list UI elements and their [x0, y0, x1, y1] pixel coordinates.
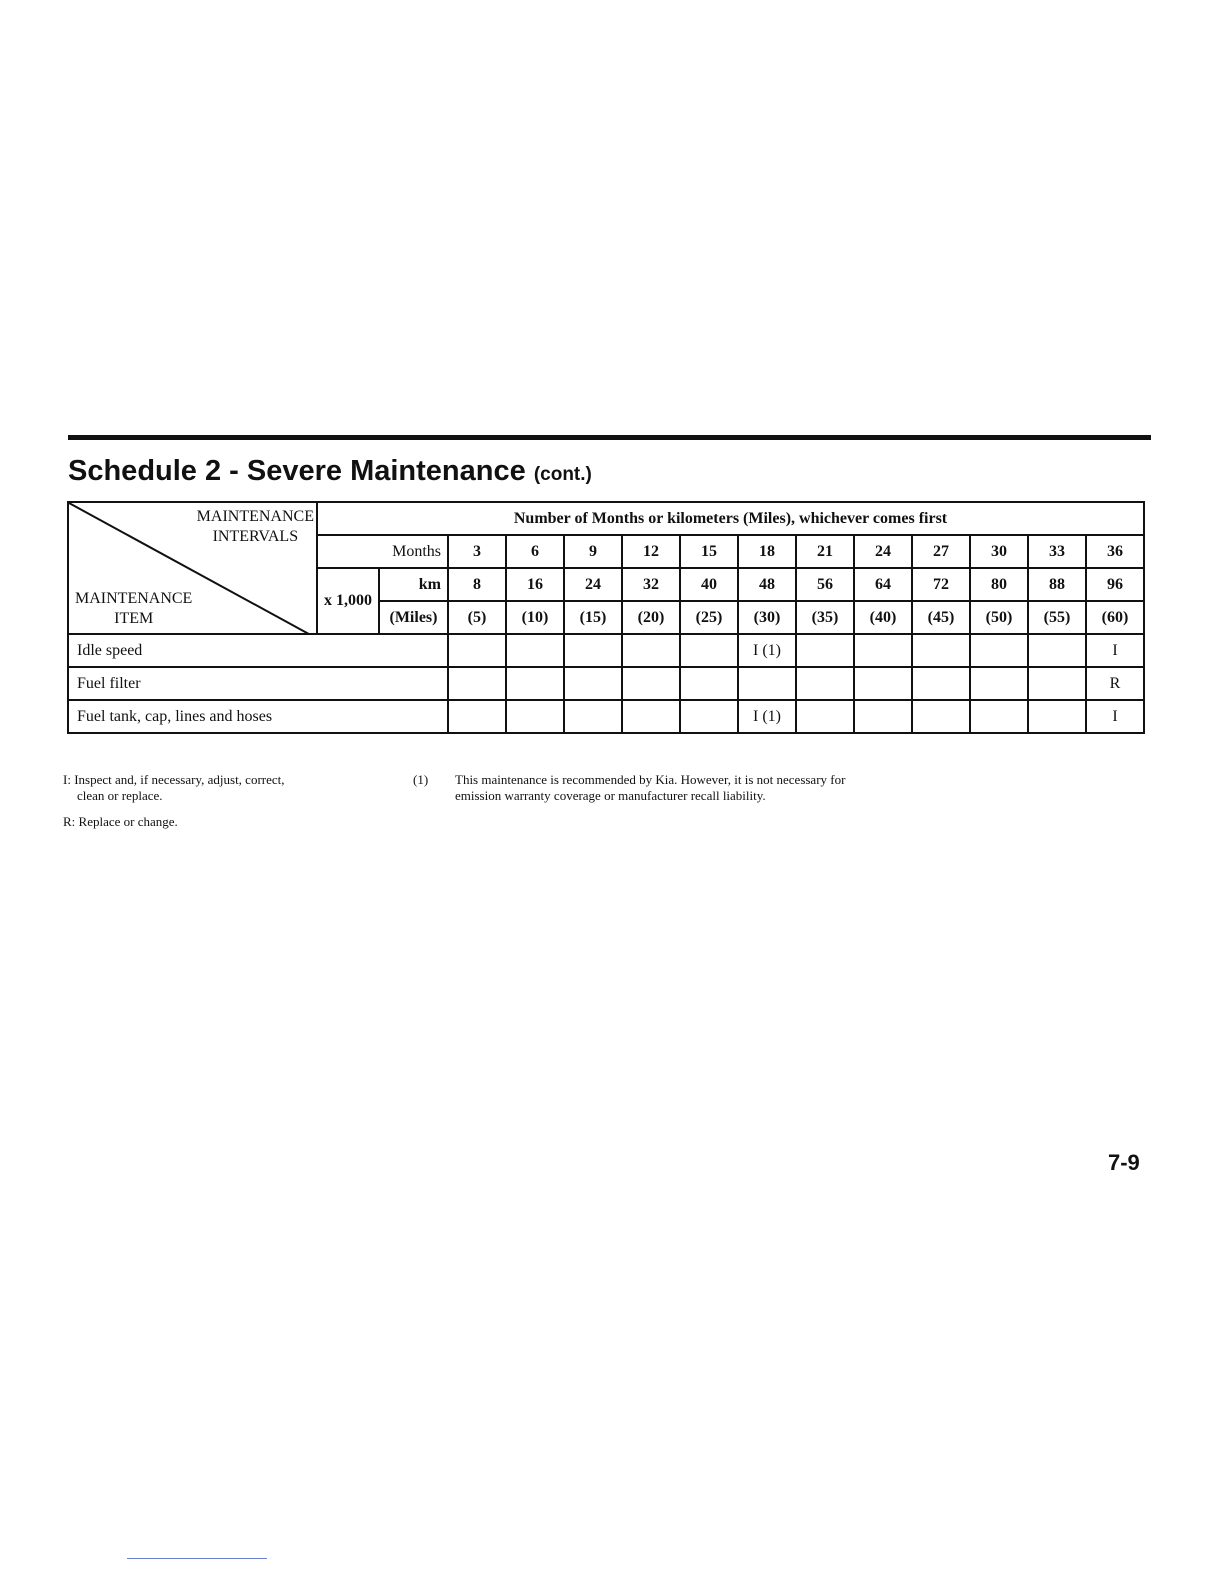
schedule-cell — [680, 700, 738, 733]
km-cell: 48 — [738, 568, 796, 601]
schedule-cell — [622, 634, 680, 667]
km-cell: 8 — [448, 568, 506, 601]
page-number: 7-9 — [1108, 1150, 1140, 1175]
miles-label: (Miles) — [379, 601, 448, 634]
schedule-cell — [564, 700, 622, 733]
intervals-label-line2: INTERVALS — [212, 528, 299, 545]
schedule-cell — [506, 700, 564, 733]
schedule-cell — [912, 700, 970, 733]
km-cell: 40 — [680, 568, 738, 601]
title-suffix: (cont.) — [533, 464, 592, 485]
schedule-cell — [854, 700, 912, 733]
span-header: Number of Months or kilometers (Miles), whichever comes first — [317, 502, 1144, 535]
schedule-cell: R — [1086, 667, 1144, 700]
maintenance-item: Fuel tank, cap, lines and hoses — [68, 700, 448, 733]
legend-inspect-cont: clean or replace. — [77, 788, 163, 803]
miles-cell: (60) — [1086, 601, 1144, 634]
schedule-cell — [912, 667, 970, 700]
legend-replace: R: Replace or change. — [63, 814, 178, 829]
top-rule — [68, 435, 1151, 440]
table-row — [68, 667, 1144, 700]
schedule-cell: I — [1086, 634, 1144, 667]
schedule-cell: I — [1086, 700, 1144, 733]
multiplier-label: x 1,000 — [317, 568, 379, 634]
km-cell: 64 — [854, 568, 912, 601]
schedule-cell — [564, 667, 622, 700]
header-row-span — [68, 502, 1144, 535]
schedule-cell — [1028, 634, 1086, 667]
schedule-cell — [1028, 667, 1086, 700]
km-cell: 56 — [796, 568, 854, 601]
footnote-line1: This maintenance is recommended by Kia. However, it is not necessary for — [455, 772, 846, 787]
km-cell: 24 — [564, 568, 622, 601]
schedule-cell: I (1) — [738, 634, 796, 667]
schedule-cell — [970, 667, 1028, 700]
footnote-line2: emission warranty coverage or manufacturer recall liability. — [455, 788, 766, 803]
months-cell: 15 — [680, 535, 738, 568]
schedule-cell — [1028, 700, 1086, 733]
schedule-cell — [448, 634, 506, 667]
schedule-cell — [854, 634, 912, 667]
table-row — [68, 700, 1144, 733]
schedule-cell — [448, 700, 506, 733]
months-cell: 24 — [854, 535, 912, 568]
maintenance-item: Fuel filter — [68, 667, 448, 700]
maintenance-item: Idle speed — [68, 634, 448, 667]
months-cell: 33 — [1028, 535, 1086, 568]
schedule-cell — [680, 634, 738, 667]
footnote — [413, 772, 1013, 804]
footer-line — [127, 1558, 267, 1559]
schedule-cell — [796, 700, 854, 733]
km-cell: 88 — [1028, 568, 1086, 601]
item-label-line2: ITEM — [114, 610, 154, 627]
miles-cell: (25) — [680, 601, 738, 634]
schedule-cell — [506, 634, 564, 667]
km-cell: 72 — [912, 568, 970, 601]
miles-cell: (30) — [738, 601, 796, 634]
schedule-cell — [622, 667, 680, 700]
footnote-number: (1) — [413, 772, 429, 787]
schedule-cell — [854, 667, 912, 700]
months-cell: 36 — [1086, 535, 1144, 568]
km-cell: 32 — [622, 568, 680, 601]
miles-cell: (35) — [796, 601, 854, 634]
months-cell: 6 — [506, 535, 564, 568]
miles-cell: (55) — [1028, 601, 1086, 634]
schedule-cell — [796, 667, 854, 700]
km-label: km — [379, 568, 448, 601]
schedule-cell — [448, 667, 506, 700]
schedule-cell — [506, 667, 564, 700]
months-cell: 12 — [622, 535, 680, 568]
corner-header-cell — [68, 502, 317, 634]
maintenance-schedule-table — [67, 501, 1145, 734]
schedule-cell: I (1) — [738, 700, 796, 733]
schedule-cell — [912, 634, 970, 667]
legend — [63, 772, 383, 840]
schedule-cell — [970, 700, 1028, 733]
miles-cell: (40) — [854, 601, 912, 634]
km-cell: 96 — [1086, 568, 1144, 601]
intervals-label-line1: MAINTENANCE — [196, 508, 314, 525]
miles-cell: (15) — [564, 601, 622, 634]
schedule-cell — [738, 667, 796, 700]
km-cell: 16 — [506, 568, 564, 601]
schedule-cell — [622, 700, 680, 733]
months-cell: 27 — [912, 535, 970, 568]
months-cell: 9 — [564, 535, 622, 568]
months-cell: 21 — [796, 535, 854, 568]
months-label: Months — [317, 535, 448, 568]
table-row — [68, 634, 1144, 667]
months-cell: 18 — [738, 535, 796, 568]
miles-cell: (10) — [506, 601, 564, 634]
schedule-cell — [796, 634, 854, 667]
months-cell: 3 — [448, 535, 506, 568]
miles-cell: (45) — [912, 601, 970, 634]
schedule-cell — [970, 634, 1028, 667]
miles-cell: (5) — [448, 601, 506, 634]
months-cell: 30 — [970, 535, 1028, 568]
schedule-cell — [680, 667, 738, 700]
miles-cell: (20) — [622, 601, 680, 634]
page-title: Schedule 2 - Severe Maintenance (cont.) — [68, 455, 592, 487]
legend-inspect: I: Inspect and, if necessary, adjust, correct, — [63, 772, 285, 787]
km-cell: 80 — [970, 568, 1028, 601]
schedule-cell — [564, 634, 622, 667]
miles-cell: (50) — [970, 601, 1028, 634]
item-label-line1: MAINTENANCE — [75, 590, 193, 607]
